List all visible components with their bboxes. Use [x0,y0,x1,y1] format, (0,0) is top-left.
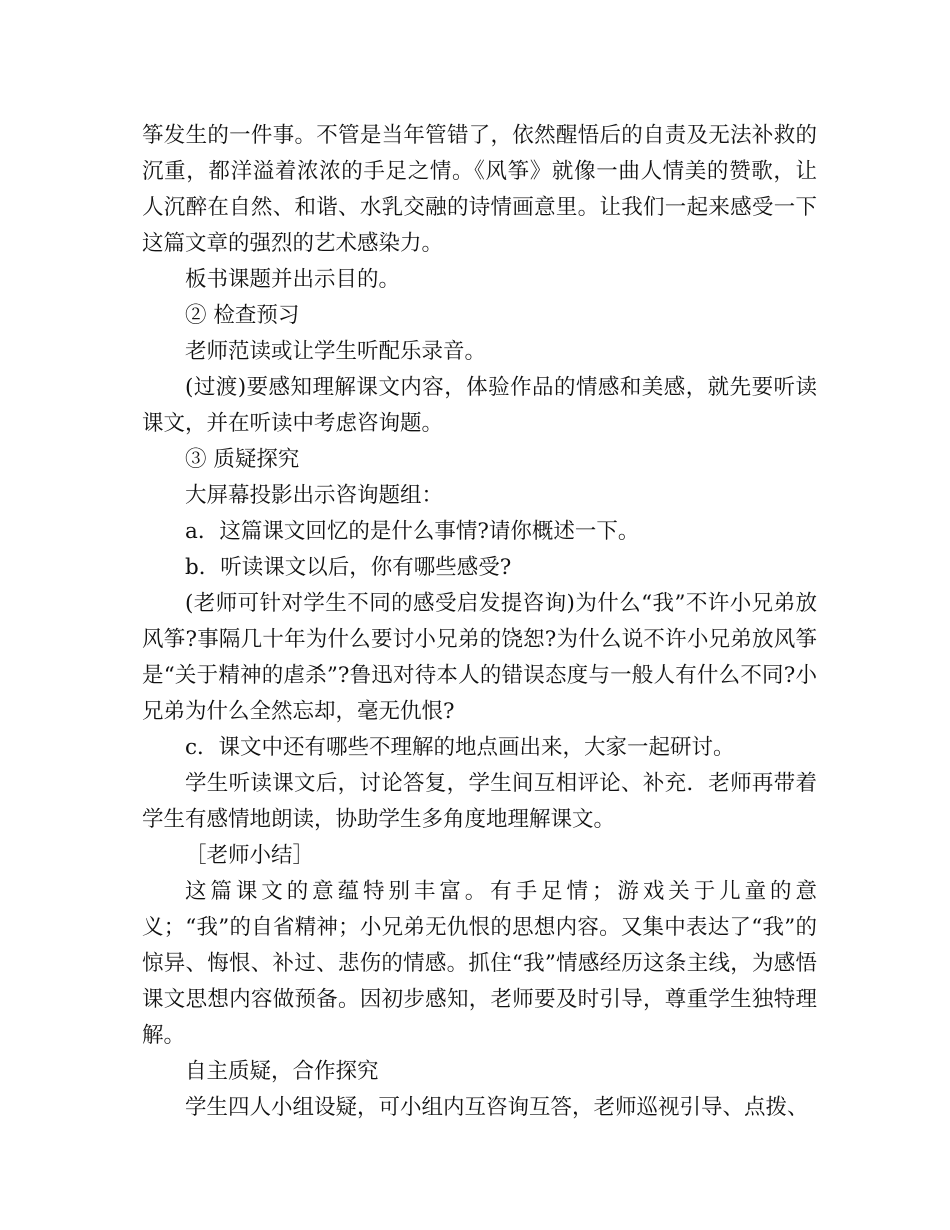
section-heading: ③ 质疑探究 [185,447,300,472]
paragraph: 大屏幕投影出示咨询题组： [185,483,444,508]
paragraph: 筝发生的一件事。不管是当年管错了，依然醒悟后的自责及无法补救的沉重，都洋溢着浓浓的手足之情。《风筝》就像一曲人情美的赞歌，让人沉醉在自然、和谐、水乳交融的诗情画意里。让我们一起来感受一下这篇文章的强烈的艺术感染力。 [142,123,817,256]
paragraph: 这篇课文的意蕴特别丰富。有手足情；游戏关于儿童的意义；“我”的自省精神；小兄弟无仇恨的思想内容。又集中表达了“我”的惊异、悔恨、补过、悲伤的情感。抓住“我”情感经历这条主线，为感悟课文思想内容做预备。因初步感知，老师要及时引导，尊重学生独特理解。 [142,879,817,1048]
section-heading: ② 检查预习 [185,303,300,328]
list-item: b．听读课文以后，你有哪些感受? [185,555,512,580]
paragraph: 学生听读课文后，讨论答复，学生间互相评论、补充．老师再带着学生有感情地朗读，协助学生多角度地理解课文。 [142,771,817,832]
paragraph: 学生四人小组设疑，可小组内互咨询互答，老师巡视引导、点拨、 [185,1095,809,1120]
document-body [142,118,817,1126]
paragraph: 板书课题并出示目的。 [185,267,401,292]
paragraph: (过渡)要感知理解课文内容，体验作品的情感和美感，就先要听读课文，并在听读中考虑咨询题。 [142,375,817,436]
list-item: a．这篇课文回忆的是什么事情?请你概述一下。 [185,519,640,544]
section-heading: ［老师小结］ [185,843,315,868]
paragraph: 老师范读或让学生听配乐录音。 [185,339,487,364]
section-heading: 自主质疑，合作探究 [185,1059,379,1084]
list-item: c．课文中还有哪些不理解的地点画出来，大家一起研讨。 [185,735,735,760]
paragraph: (老师可针对学生不同的感受启发提咨询)为什么“我”不许小兄弟放风筝?事隔几十年为什么要讨小兄弟的饶恕?为什么说不许小兄弟放风筝是“关于精神的虐杀”?鲁迅对待本人的错误态度与一般人有什么不同?小兄弟为什么全然忘却，毫无仇恨? [142,591,817,724]
